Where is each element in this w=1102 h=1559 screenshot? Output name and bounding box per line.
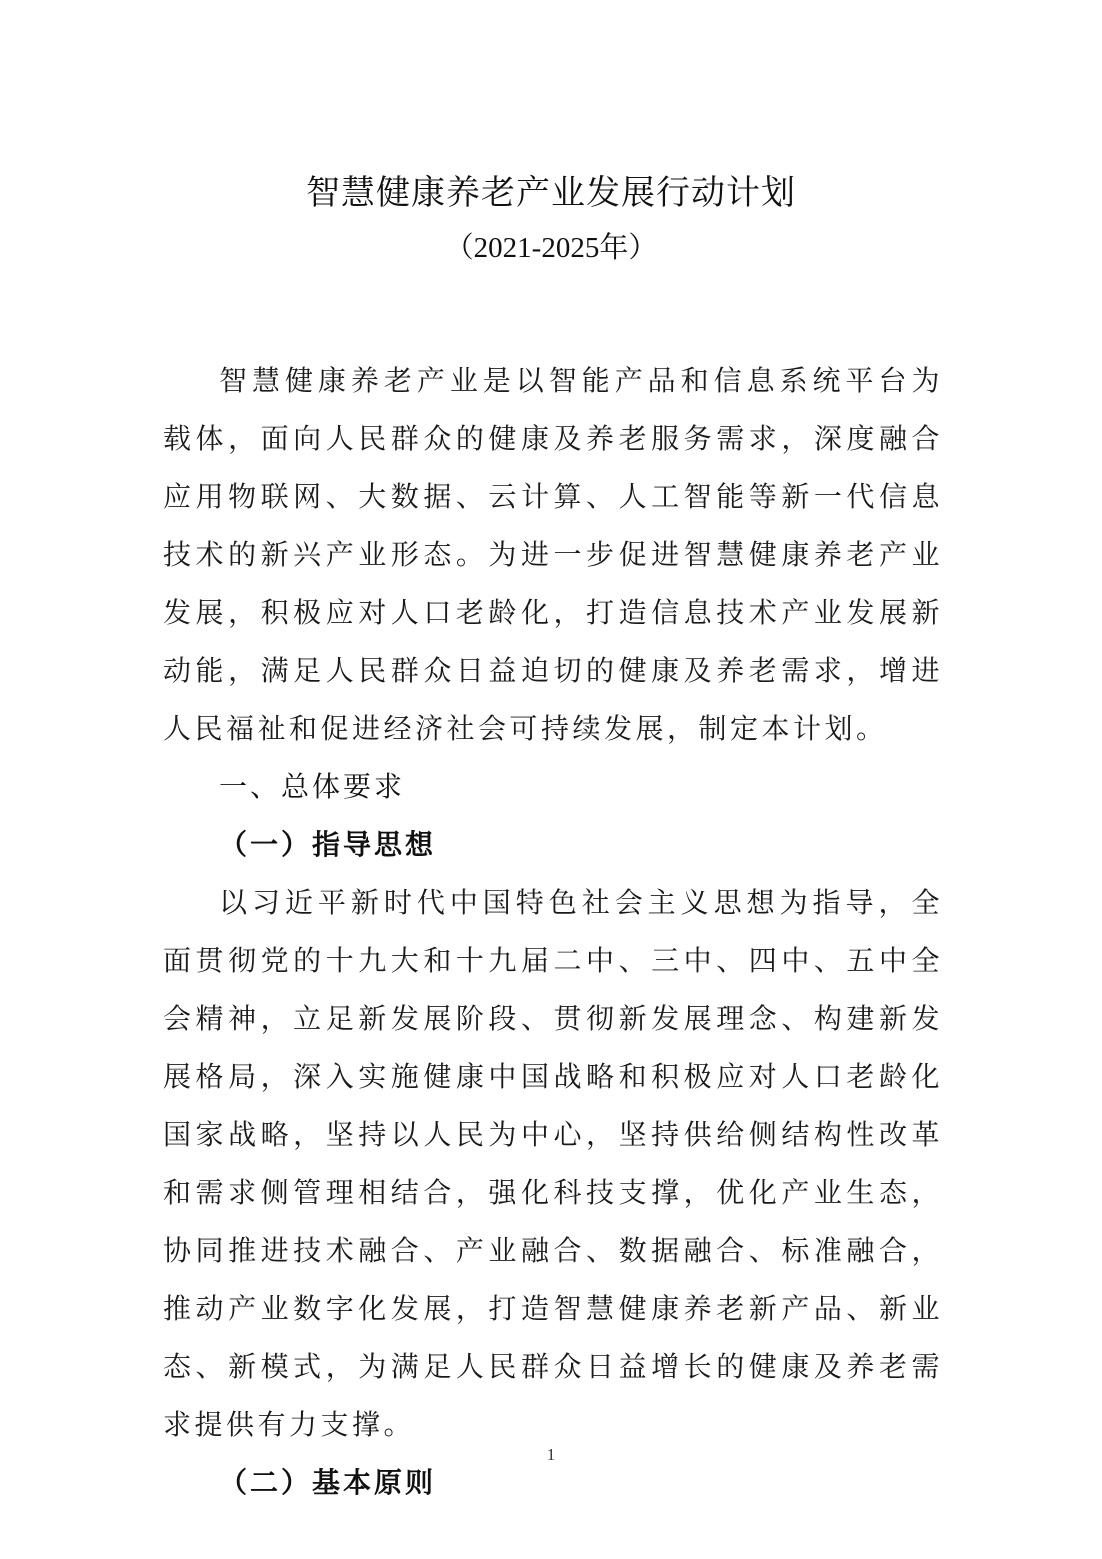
subsection-heading-basic-principles: （二）基本原则 — [219, 1466, 437, 1499]
document-body — [163, 352, 943, 1512]
subsection-heading-guiding-thought: （一）指导思想 — [219, 828, 437, 861]
section-heading-overall-requirements: 一、总体要求 — [219, 770, 406, 803]
page-number: 1 — [546, 1445, 556, 1464]
guiding-thought-paragraph: 以习近平新时代中国特色社会主义思想为指导，全面贯彻党的十九大和十九届二中、三中、四中、五中全会精神，立足新发展阶段、贯彻新发展理念、构建新发展格局，深入实施健康中国战略和积极应对人口老龄化国家战略，坚持以人民为中心，坚持供给侧结构性改革和需求侧管理相结合，强化科技支撑，优化产业生态，协同推进技术融合、产业融合、数据融合、标准融合，推动产业数字化发展，打造智慧健康养老新产品、新业态、新模式，为满足人民群众日益增长的健康及养老需求提供有力支撑。 — [163, 886, 943, 1441]
intro-paragraph: 智慧健康养老产业是以智能产品和信息系统平台为载体，面向人民群众的健康及养老服务需求，深度融合应用物联网、大数据、云计算、人工智能等新一代信息技术的新兴产业形态。为进一步促进智慧健康养老产业发展，积极应对人口老龄化，打造信息技术产业发展新动能，满足人民群众日益迫切的健康及养老需求，增进人民福祉和促进经济社会可持续发展，制定本计划。 — [163, 364, 943, 745]
document-title: 智慧健康养老产业发展行动计划 — [306, 173, 796, 213]
document-subtitle: （2021-2025年） — [444, 232, 658, 264]
